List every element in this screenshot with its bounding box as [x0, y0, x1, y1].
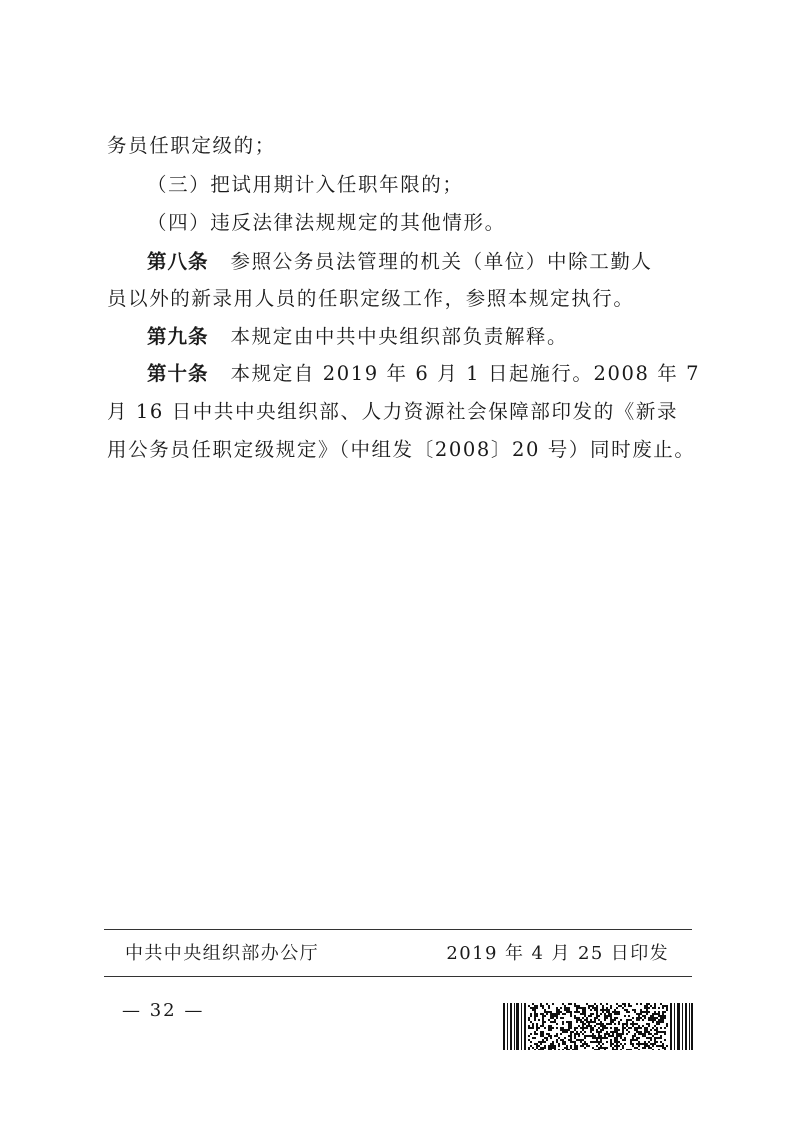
- article-9: [107, 323, 568, 351]
- page-number: — 32 —: [122, 1000, 205, 1021]
- issue-date: 2019 年 4 月 25 日印发: [446, 943, 669, 964]
- list-item-4: （四）违反法律法规规定的其他情形。: [147, 211, 506, 234]
- article-10-title: 第十条: [147, 362, 209, 385]
- article-10-line-1: [107, 360, 700, 388]
- article-10-line-2: 月 16 日中共中央组织部、人力资源社会保障部印发的《新录: [107, 400, 679, 423]
- article-8-text-1: 参照公务员法管理的机关（单位）中除工勤人: [230, 250, 653, 273]
- paragraph-continuation: 务员任职定级的；: [107, 134, 276, 157]
- article-8-line-2: 员以外的新录用人员的任职定级工作，参照本规定执行。: [107, 287, 635, 310]
- article-10-text-1: 本规定自 2019 年 6 月 1 日起施行。2008 年 7: [230, 362, 701, 385]
- barcode-icon: [503, 1003, 693, 1050]
- article-10-line-3: 用公务员任职定级规定》（中组发〔2008〕20 号）同时废止。: [107, 438, 696, 461]
- article-8-title: 第八条: [147, 250, 209, 273]
- article-8-line-1: [107, 248, 653, 276]
- footer-top-rule: [104, 929, 692, 930]
- issuer-name: 中共中央组织部办公厅: [125, 943, 319, 964]
- list-item-3: （三）把试用期计入任职年限的；: [147, 173, 464, 196]
- footer-bottom-rule: [104, 976, 692, 977]
- article-9-text: 本规定由中共中央组织部负责解释。: [230, 325, 569, 348]
- article-9-title: 第九条: [147, 325, 209, 348]
